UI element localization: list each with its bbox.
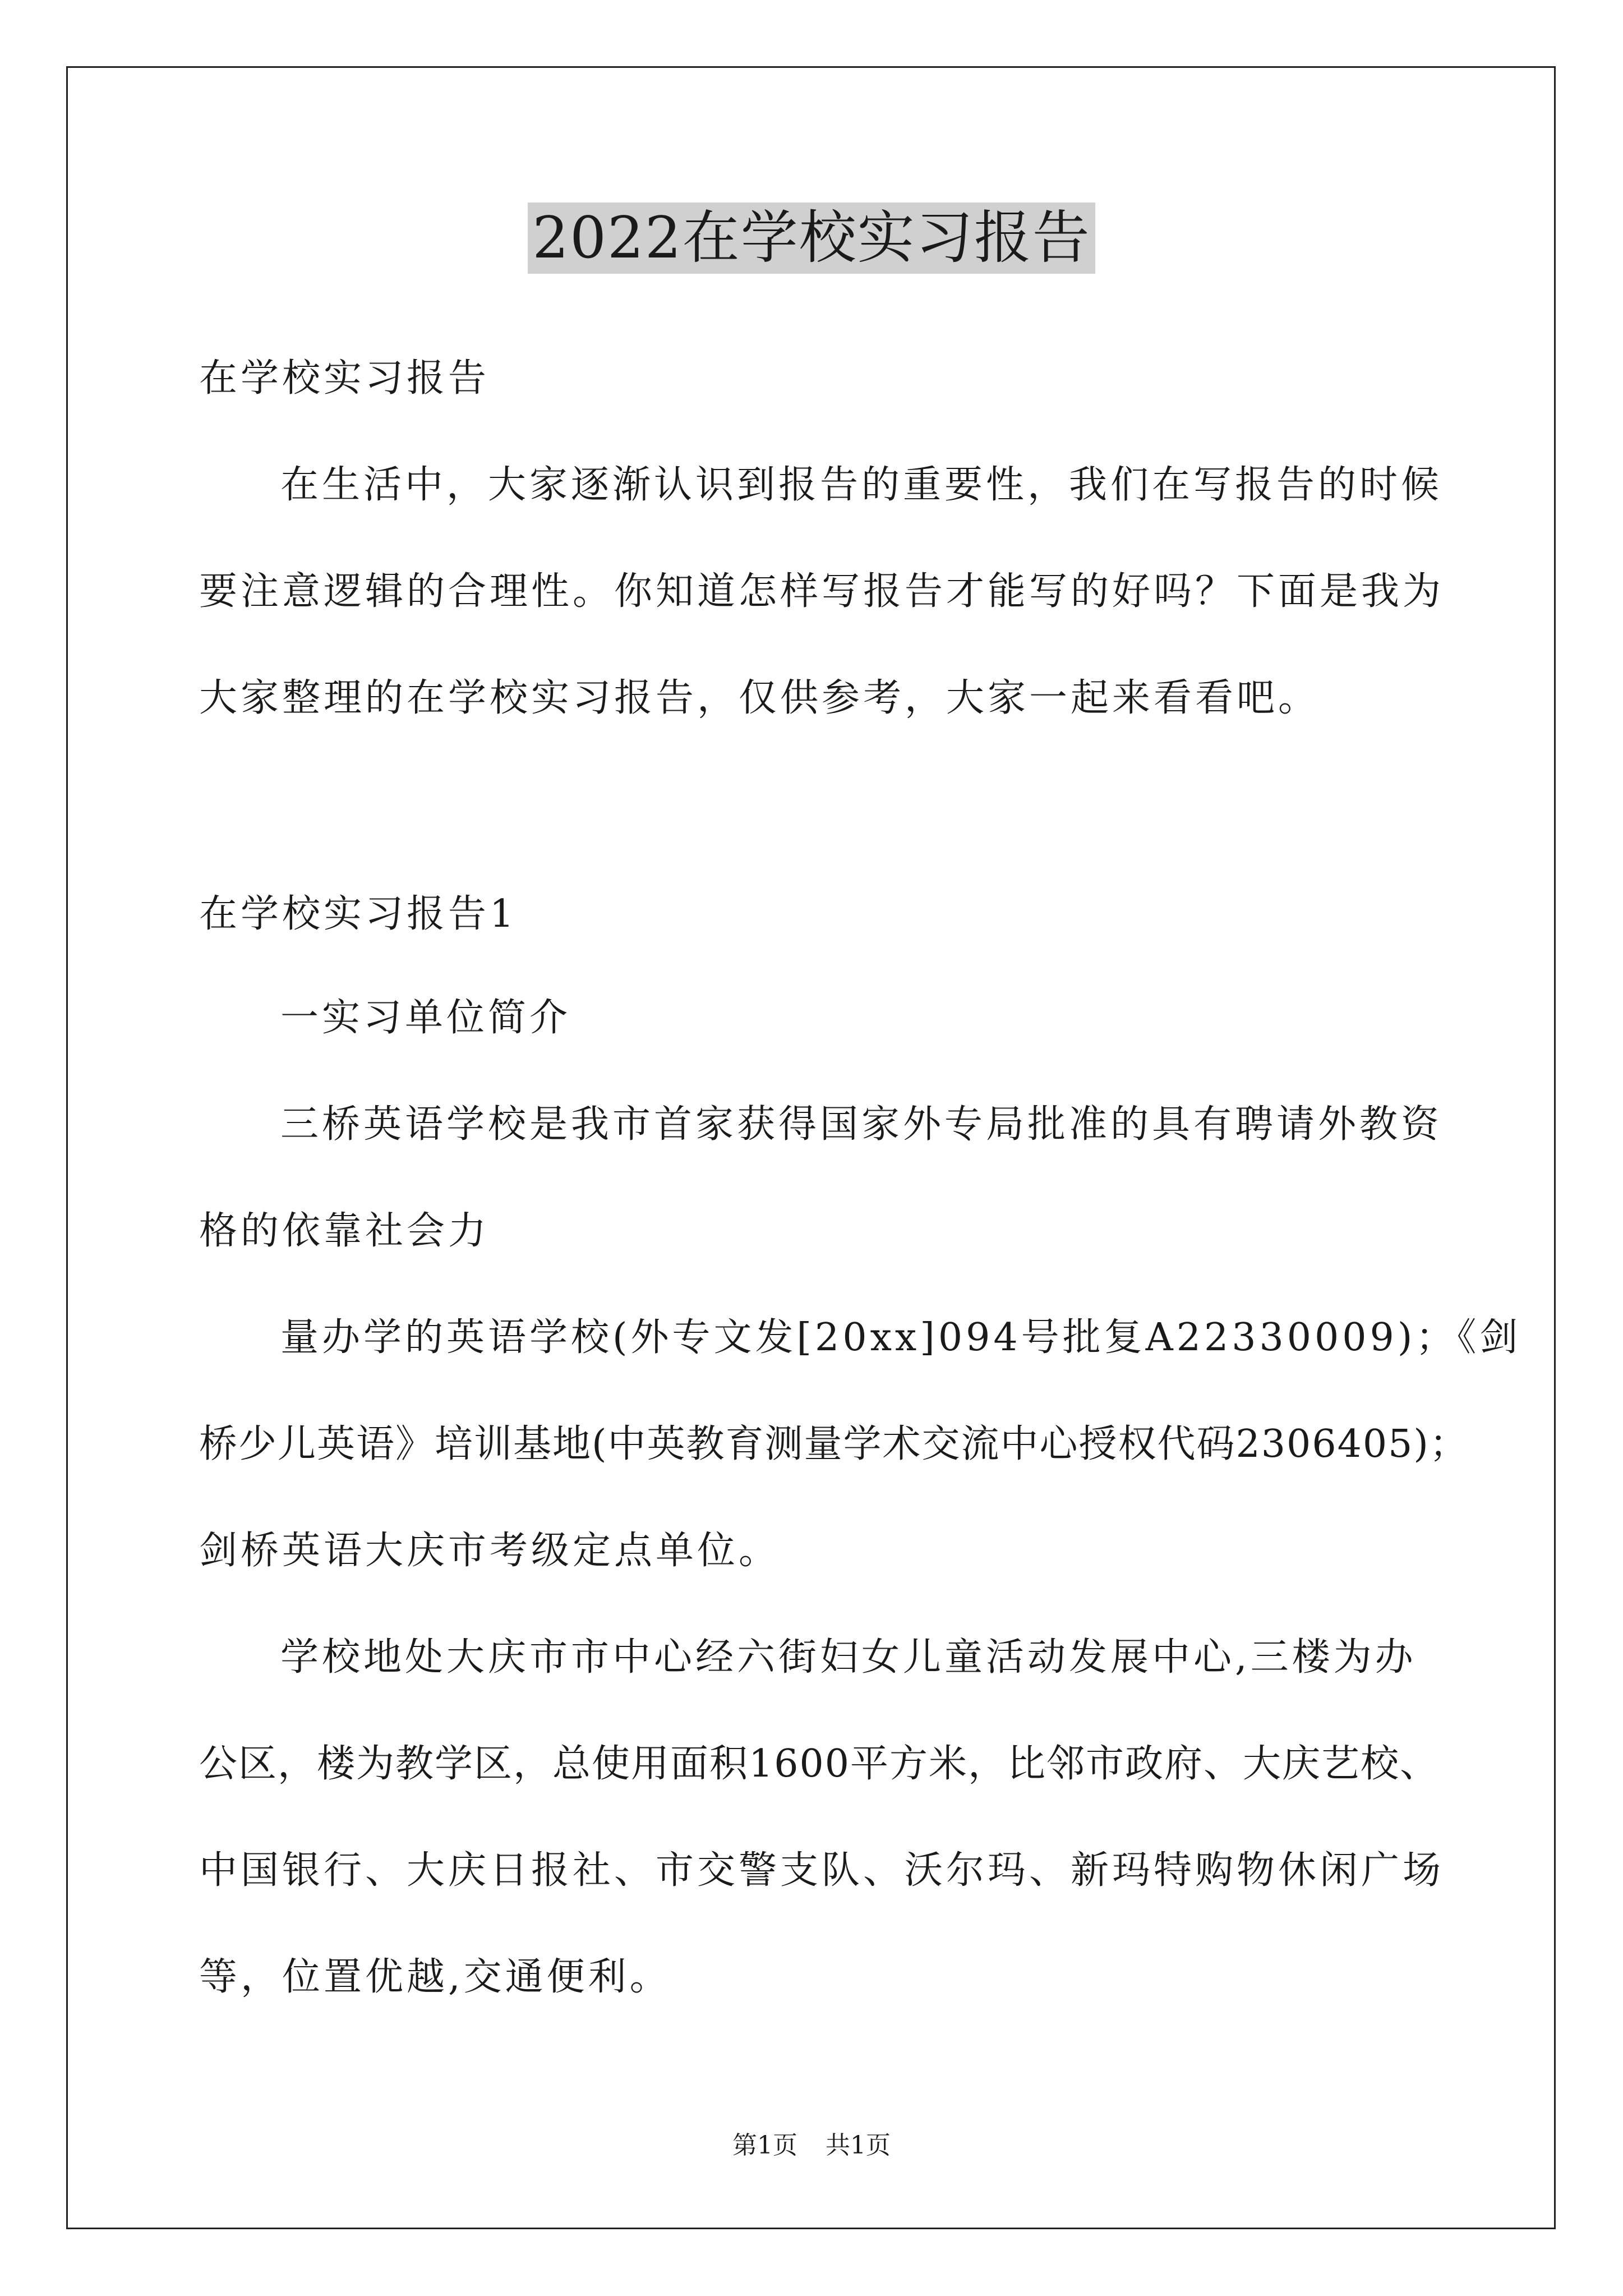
subheading: 一实习单位简介 [280, 996, 571, 1040]
para1-line-2: 格的依靠社会力 [199, 1209, 490, 1253]
para2-line-1: 量办学的英语学校(外专文发[20xx]094号批复A22330009)；《剑 [280, 1315, 1521, 1360]
intro-line-2: 要注意逻辑的合理性。你知道怎样写报告才能写的好吗？下面是我为 [199, 569, 1445, 614]
intro-line-3: 大家整理的在学校实习报告，仅供参考，大家一起来看看吧。 [199, 676, 1320, 720]
section1-heading: 在学校实习报告1 [199, 892, 518, 936]
para3-line-3: 中国银行、大庆日报社、市交警支队、沃尔玛、新玛特购物休闲广场 [199, 1848, 1445, 1893]
section-heading: 在学校实习报告 [199, 356, 490, 401]
para2-line-3: 剑桥英语大庆市考级定点单位。 [199, 1529, 781, 1573]
para3-line-2: 公区，楼为教学区，总使用面积1600平方米，比邻市政府、大庆艺校、 [199, 1742, 1440, 1786]
para2-line-2: 桥少儿英语》培训基地(中英教育测量学术交流中心授权代码2306405)； [199, 1422, 1469, 1466]
intro-line-1: 在生活中，大家逐渐认识到报告的重要性，我们在写报告的时候 [280, 463, 1443, 507]
page-number: 第1页 [732, 2131, 797, 2160]
para3-line-4: 等，位置优越,交通便利。 [199, 1955, 671, 1999]
page-total: 共1页 [826, 2131, 891, 2160]
page-footer [0, 2129, 1623, 2162]
para1-line-1: 三桥英语学校是我市首家获得国家外专局批准的具有聘请外教资 [280, 1102, 1443, 1147]
document-title: 2022在学校实习报告 [0, 202, 1623, 275]
para3-line-1: 学校地处大庆市市中心经六街妇女儿童活动发展中心,三楼为办 [280, 1635, 1417, 1680]
